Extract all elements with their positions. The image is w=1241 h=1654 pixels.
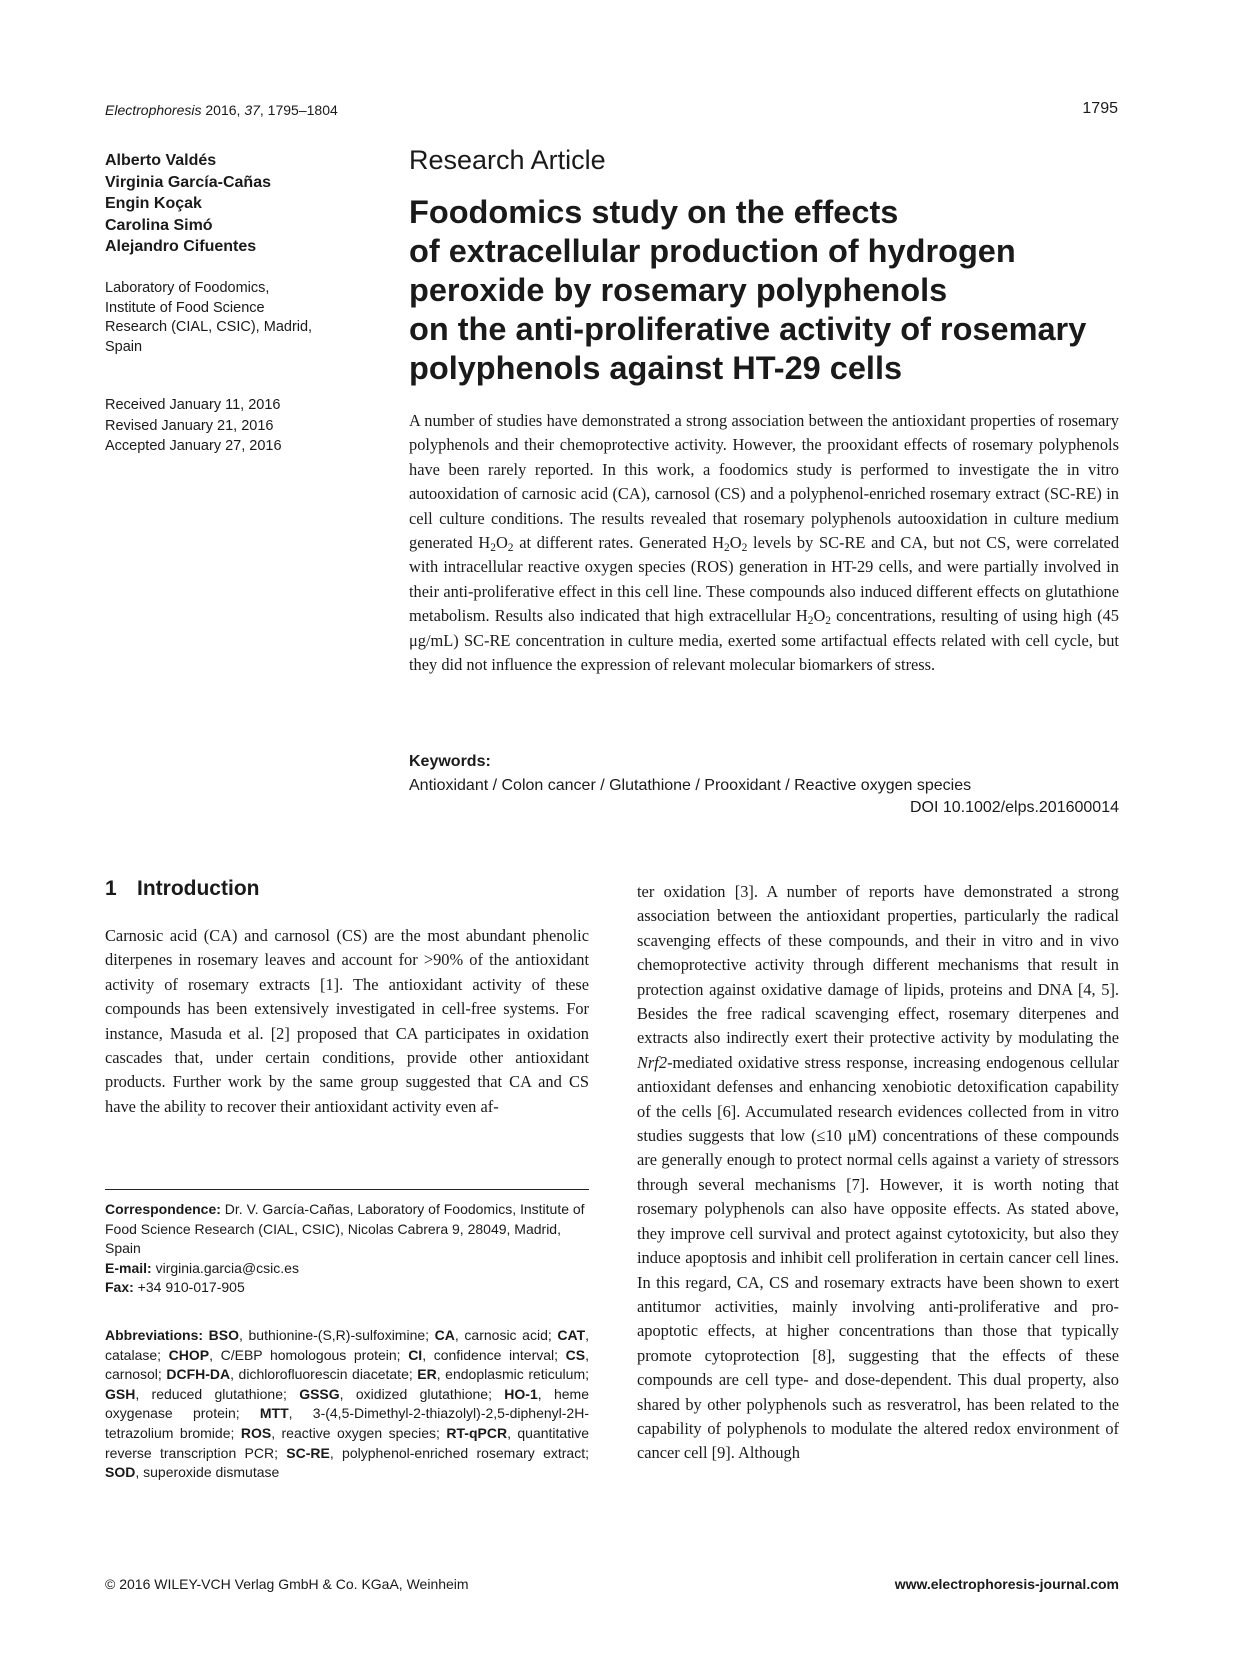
abbreviation-term: CI: [408, 1346, 423, 1363]
abbreviation-entry: [417, 1366, 589, 1382]
abbreviation-definition: , carnosic acid;: [454, 1327, 558, 1343]
fax-label: Fax:: [105, 1279, 134, 1296]
affiliation-line: Research (CIAL, CSIC), Madrid,: [105, 319, 313, 335]
abbreviation-term: ROS: [240, 1424, 272, 1441]
accepted-date: Accepted January 27, 2016: [105, 438, 282, 454]
running-header: [105, 102, 338, 118]
abbreviation-definition: , heme oxygenase protein;: [105, 1385, 589, 1422]
abbreviation-term: ER: [417, 1366, 437, 1383]
abbreviation-term: CS: [565, 1346, 586, 1363]
formula-sub: 2: [507, 542, 514, 555]
article-title: [409, 193, 1129, 388]
doi[interactable]: DOI 10.1002/elps.201600014: [909, 799, 1119, 816]
keywords-label: Keywords:: [409, 753, 491, 770]
abbreviation-entry: [241, 1425, 447, 1441]
abbreviation-term: CA: [434, 1327, 455, 1343]
abstract-text: at different rates. Generated: [513, 533, 713, 553]
abbreviation-term: CHOP: [168, 1346, 210, 1363]
h2o2-formula: [795, 606, 832, 628]
h2o2-formula: [712, 533, 748, 555]
abbreviation-term: RT-qPCR: [446, 1424, 508, 1441]
title-line: of extracellular production of hydrogen: [409, 233, 1016, 269]
intro-text: -mediated oxidative stress response, increasing endogenous cellular antioxidant defenses and enhancing xenobiotic detoxification capability of the cells [6]. Accumulated research evidences collected from in vitro studies suggests that low (≤10 μM) concentrations of these compounds are generally enough to protect normal cells against a variety of stressors through several mechanisms [7]. However, it is worth noting that rosemary polyphenols can also have opposite effects. As stated above, they improve cell survival and protect against cytotoxicity, but also they induce apoptosis and inhibit cell proliferation in certain cancer cell lines. In this regard, CA, CS and rosemary extracts have been shown to exert antitumor activities, mainly involving anti-proliferative and pro-apoptotic effects, at higher concentrations than those that typically promote cytoprotection [8], suggesting that the effects of these compounds are cell type- and dose-dependent. This dual property, also shared by other polyphenols such as resveratrol, has been related to the capability of polyphenols to modulate the altered redox environment of cancer cell [9]. Although: [637, 1052, 1119, 1463]
formula-o: O: [729, 533, 742, 553]
abbreviation-definition: , polyphenol-enriched rosemary extract;: [329, 1444, 589, 1461]
abbreviation-term: MTT: [259, 1405, 289, 1422]
footnote-divider: [105, 1189, 589, 1190]
abbreviation-definition: , quantitative reverse transcription PCR;: [105, 1424, 590, 1461]
correspondence-address: [105, 1200, 589, 1259]
abbreviation-definition: , reactive oxygen species;: [271, 1424, 447, 1441]
abbreviation-term: GSH: [105, 1385, 136, 1402]
abbreviation-definition: , confidence interval;: [422, 1346, 566, 1363]
intro-paragraph-right: [637, 880, 1119, 1466]
section-number: 1: [105, 877, 117, 900]
title-line: peroxide by rosemary polyphenols: [409, 272, 948, 308]
abbreviation-definition: , endoplasmic reticulum;: [436, 1366, 590, 1383]
abbreviation-definition: , C/EBP homologous protein;: [209, 1346, 409, 1363]
page-number: 1795: [1082, 100, 1118, 117]
author-name: Virginia García-Cañas: [105, 173, 271, 191]
gene-name: Nrf2: [637, 1052, 668, 1072]
title-line: polyphenols against HT-29 cells: [409, 350, 903, 386]
abbreviations-label: Abbreviations:: [105, 1327, 204, 1343]
formula-h: H: [478, 533, 491, 553]
section-heading: [105, 877, 259, 901]
abstract: [409, 409, 1119, 677]
fax-number: +34 910-017-905: [133, 1279, 245, 1296]
formula-sub: 2: [490, 542, 496, 555]
author-name: Engin Koçak: [105, 195, 202, 212]
journal-volume: 37: [244, 102, 260, 118]
abbreviation-entry: [408, 1347, 565, 1363]
journal-name: Electrophoresis: [105, 102, 202, 118]
article-type: Research Article: [409, 145, 606, 175]
abbreviation-entry: [166, 1366, 417, 1382]
abstract-text: A number of studies have demonstrated a strong association between the antioxidant properties of rosemary polyphenols and their chemoprotective activity. However, the prooxidant effects of rosemary polyphenols have been rarely reported. In this work, a foodomics study is performed to investigate the in vitro autooxidation of carnosic acid (CA), carnosol (CS) and a polyphenol-enriched rosemary extract (SC-RE) in cell culture conditions. The results revealed that rosemary polyphenols autooxidation in culture medium generated: [409, 411, 1119, 553]
intro-text: ter oxidation [3]. A number of reports have demonstrated a strong association between the antioxidant properties, particularly the radical scavenging effects of these compounds, and their in vitro and in vivo chemoprotective activity through different mechanisms that result in protection against oxidative damage of lipids, proteins and DNA [4, 5]. Besides the free radical scavenging effect, rosemary diterpenes and extracts also indirectly exert their protective activity by modulating the: [637, 882, 1119, 1048]
affiliation-line: Laboratory of Foodomics,: [105, 280, 270, 296]
abbreviation-definition: , reduced glutathione;: [135, 1385, 300, 1402]
received-date: Received January 11, 2016: [105, 397, 281, 413]
title-line: on the anti-proliferative activity of rosemary: [409, 311, 1087, 347]
abbreviation-definition: , superoxide dismutase: [135, 1464, 280, 1481]
abbreviation-definition: , dichlorofluorescin diacetate;: [230, 1366, 418, 1383]
email-label: E-mail:: [105, 1259, 152, 1276]
abbreviation-term: DCFH-DA: [166, 1366, 231, 1383]
journal-pages: , 1795–1804: [259, 102, 338, 118]
formula-sub: 2: [741, 542, 748, 555]
keywords-list: Antioxidant / Colon cancer / Glutathione / Prooxidant / Reactive oxygen species: [409, 777, 972, 794]
section-title: Introduction: [137, 877, 260, 900]
abbreviation-definition: , 3-(4,5-Dimethyl-2-thiazolyl)-2,5-diphenyl-2H-tetrazolium bromide;: [105, 1405, 589, 1441]
formula-sub: 2: [807, 615, 814, 628]
h2o2-formula: [478, 533, 514, 555]
journal-year: 2016,: [201, 102, 245, 118]
abbreviation-definition: , buthionine-(S,R)-sulfoximine;: [239, 1327, 435, 1343]
abbreviation-term: GSSG: [299, 1385, 340, 1402]
formula-o: O: [495, 533, 508, 553]
abbreviation-entry: [209, 1327, 435, 1343]
formula-o: O: [813, 606, 826, 626]
author-name: Carolina Simó: [105, 216, 213, 234]
abbreviation-definition: , catalase;: [105, 1327, 590, 1363]
formula-sub: 2: [724, 542, 730, 555]
intro-paragraph-left: Carnosic acid (CA) and carnosol (CS) are the most abundant phenolic diterpenes in rosemary leaves and account for >90% of the antioxidant activity of rosemary extracts [1]. The antioxidant activity of these compounds has been extensively investigated in cell-free systems. For instance, Masuda et al. [2] proposed that CA participates in oxidation cascades that, under certain conditions, provide other antioxidant products. Further work by the same group suggested that CA and CS have the ability to recover their antioxidant activity even af-: [105, 926, 589, 1116]
title-line: Foodomics study on the effects: [409, 194, 899, 230]
article-dates: [105, 395, 375, 457]
abbreviation-term: SC-RE: [286, 1444, 330, 1461]
footer-copyright: © 2016 WILEY-VCH Verlag GmbH & Co. KGaA, Weinheim: [105, 1576, 469, 1592]
abbreviation-term: SOD: [105, 1464, 136, 1481]
correspondence-label: Correspondence:: [105, 1201, 221, 1217]
abbreviation-term: HO-1: [504, 1385, 538, 1402]
email-address[interactable]: virginia.garcia@csic.es: [151, 1259, 299, 1276]
abbreviation-term: BSO: [208, 1327, 239, 1343]
correspondence-text: Dr. V. García-Cañas, Laboratory of Foodomics, Institute of Food Science Research (CIAL, CSIC), Nicolas Cabrera 9, 28049, Madrid, Spain: [105, 1201, 585, 1257]
footer-url[interactable]: www.electrophoresis-journal.com: [894, 1576, 1119, 1592]
affiliation-line: Institute of Food Science: [105, 299, 265, 316]
abbreviation-list: [105, 1327, 589, 1480]
formula-sub: 2: [825, 615, 832, 628]
abbreviation-entry: [169, 1347, 409, 1363]
abbreviations: [105, 1326, 589, 1483]
correspondence-email: [105, 1259, 589, 1279]
abstract-text: concentrations, resulting of using high (45 μg/mL) SC-RE concentration in culture media, exerted some artifactual effects related with cell cycle, but they did not influence the expression of relevant molecular biomarkers of stress.: [409, 606, 1119, 675]
author-name: Alejandro Cifuentes: [105, 238, 257, 255]
author-list: [105, 150, 365, 258]
abbreviation-entry: [105, 1464, 279, 1480]
abbreviation-entry: [105, 1386, 299, 1402]
abbreviation-entry: [299, 1386, 504, 1402]
correspondence-fax: [105, 1278, 589, 1298]
author-name: Alberto Valdés: [105, 152, 217, 169]
abbreviation-entry: [286, 1445, 589, 1461]
correspondence: [105, 1200, 589, 1298]
affiliation-line: Spain: [105, 338, 143, 355]
abstract-text: levels by SC-RE and CA, but not CS, were correlated with intracellular reactive oxygen species (ROS) generation in HT-29 cells, and were partially involved in their anti-proliferative effect in this cell line. These compounds also induced different effects on glutathione metabolism. Results also indicated that high extracellular: [409, 533, 1120, 626]
abbreviation-definition: , oxidized glutathione;: [339, 1385, 505, 1402]
revised-date: Revised January 21, 2016: [105, 417, 274, 434]
formula-h: H: [712, 533, 725, 553]
formula-h: H: [795, 606, 808, 626]
abbreviation-definition: , carnosol;: [105, 1346, 589, 1383]
abbreviation-term: CAT: [557, 1327, 586, 1343]
affiliation: [105, 279, 370, 357]
abbreviation-entry: [435, 1327, 558, 1343]
